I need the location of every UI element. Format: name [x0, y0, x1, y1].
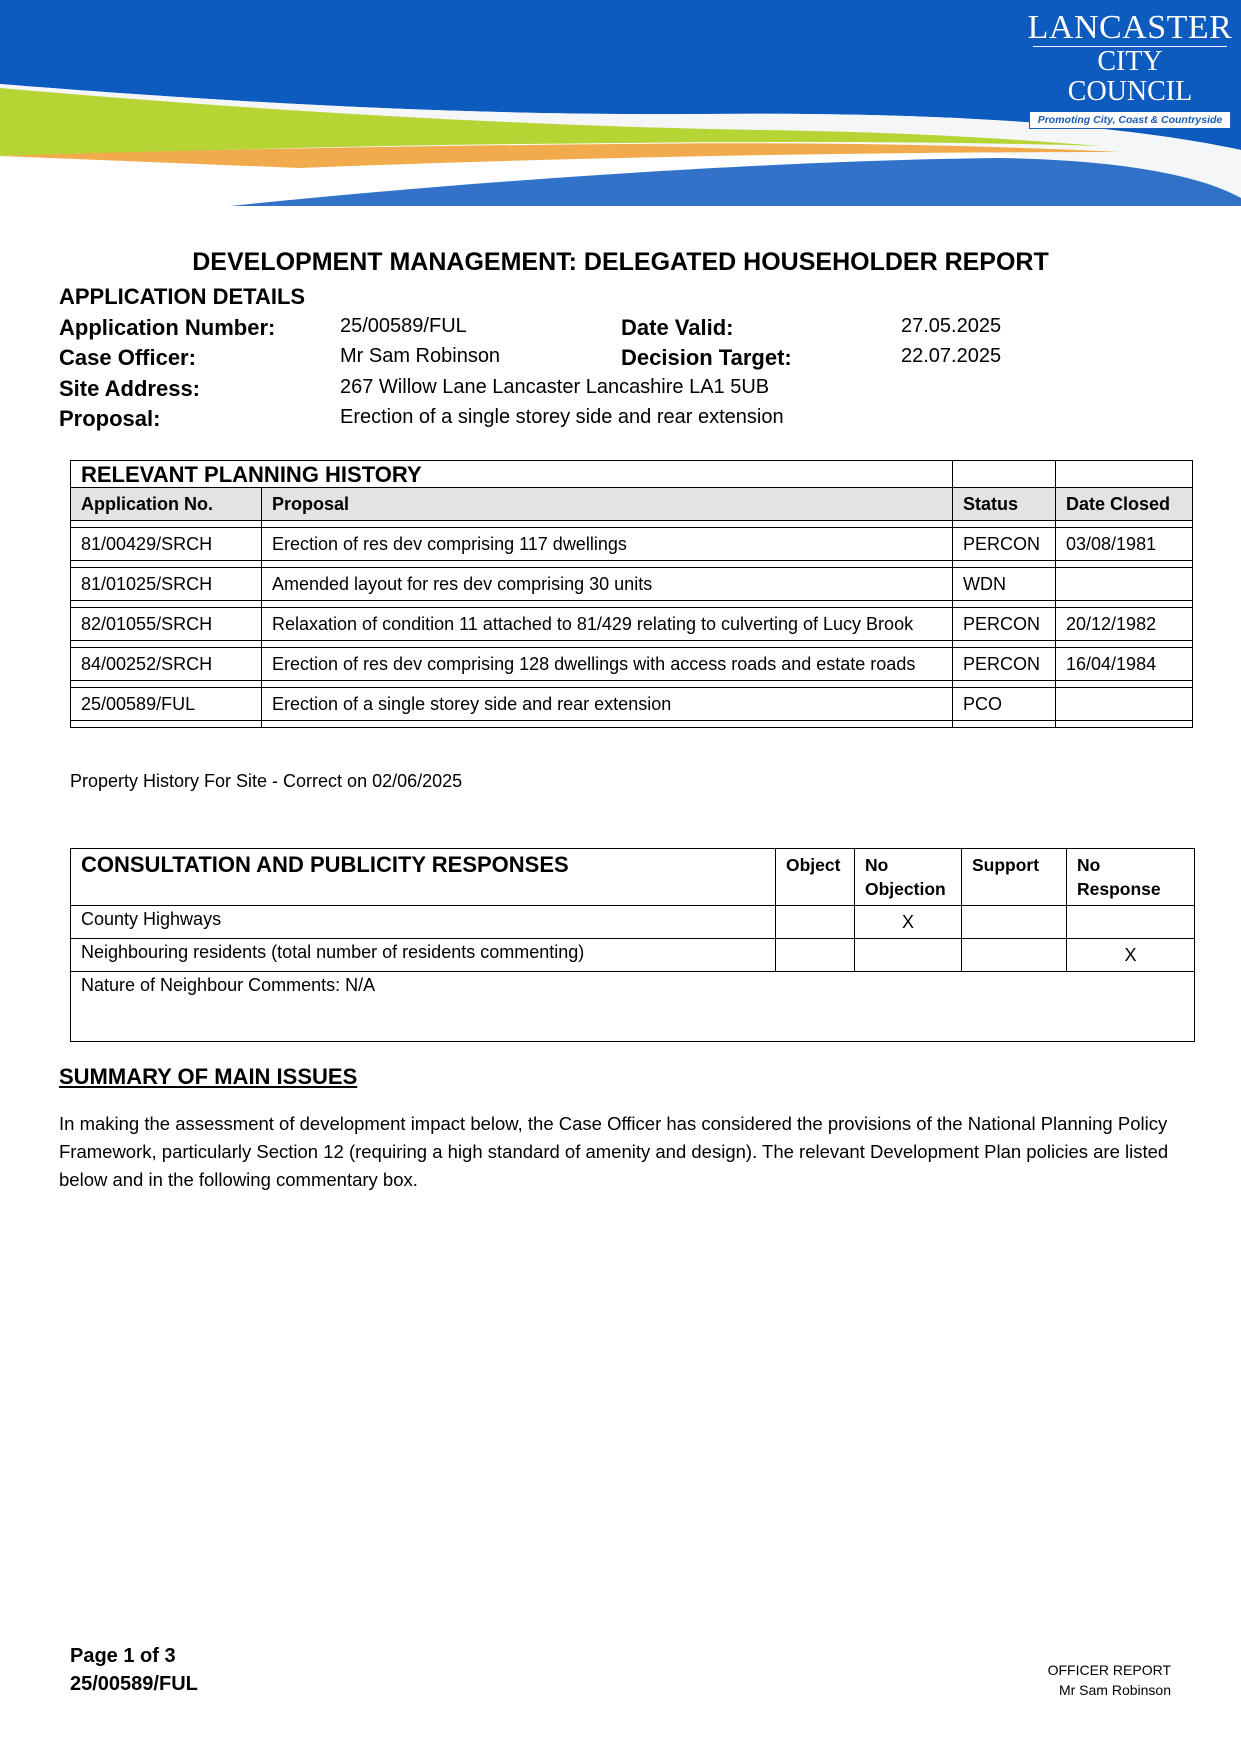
history-status: PERCON	[953, 528, 1056, 561]
consultee-name: County Highways	[71, 906, 776, 939]
case-officer-label: Case Officer:	[59, 345, 196, 370]
consultation-table	[70, 848, 1195, 1042]
date-valid-label: Date Valid:	[621, 315, 734, 340]
history-date: 16/04/1984	[1056, 648, 1193, 681]
history-status: WDN	[953, 568, 1056, 601]
summary-heading: SUMMARY OF MAIN ISSUES	[59, 1064, 358, 1089]
column-header: Date Closed	[1056, 488, 1193, 521]
table-row	[71, 608, 1193, 641]
footer-right	[1048, 1660, 1171, 1700]
no-response-cell: X	[1067, 939, 1195, 972]
officer-name: Mr Sam Robinson	[1058, 1682, 1171, 1698]
logo-line2: CITY COUNCIL	[1033, 46, 1227, 107]
table-row	[71, 939, 1195, 972]
date-valid-value: 27.05.2025	[901, 315, 1002, 337]
table-row	[71, 528, 1193, 561]
object-cell	[776, 939, 855, 972]
history-app-no: 82/01055/SRCH	[71, 608, 262, 641]
consultation-heading: CONSULTATION AND PUBLICITY RESPONSES	[71, 849, 776, 906]
history-proposal: Amended layout for res dev comprising 30 units	[262, 568, 953, 601]
planning-history-heading: RELEVANT PLANNING HISTORY	[71, 461, 953, 488]
report-title: DEVELOPMENT MANAGEMENT: DELEGATED HOUSEHOLDER REPORT	[192, 248, 1049, 276]
no-objection-cell: X	[855, 906, 962, 939]
table-row	[71, 688, 1193, 721]
consultee-name: Neighbouring residents (total number of residents commenting)	[71, 939, 776, 972]
no-objection-cell	[855, 939, 962, 972]
application-details-heading: APPLICATION DETAILS	[59, 284, 306, 309]
decision-target-label: Decision Target:	[621, 345, 792, 370]
history-app-no: 84/00252/SRCH	[71, 648, 262, 681]
column-header: No Objection	[855, 849, 962, 906]
history-status: PERCON	[953, 648, 1056, 681]
officer-report-label: OFFICER REPORT	[1047, 1662, 1171, 1678]
application-number-label: Application Number:	[59, 315, 276, 340]
column-header: Object	[776, 849, 855, 906]
history-proposal: Erection of a single storey side and rear extension	[262, 688, 953, 721]
site-address-label: Site Address:	[59, 376, 201, 401]
footer-left	[70, 1642, 198, 1698]
column-header: Proposal	[262, 488, 953, 521]
history-caption: Property History For Site - Correct on 02/06/2025	[70, 771, 463, 791]
neighbour-comments: Nature of Neighbour Comments: N/A	[71, 972, 1195, 1042]
proposal-label: Proposal:	[59, 406, 161, 431]
logo-tagline: Promoting City, Coast & Countryside	[1029, 111, 1231, 129]
history-proposal: Erection of res dev comprising 128 dwellings with access roads and estate roads	[262, 648, 953, 681]
application-number-value: 25/00589/FUL	[340, 315, 467, 337]
table-row	[71, 906, 1195, 939]
history-date	[1056, 688, 1193, 721]
decision-target-value: 22.07.2025	[901, 345, 1002, 367]
planning-history-table	[70, 460, 1193, 728]
support-cell	[962, 906, 1067, 939]
site-address-value: 267 Willow Lane Lancaster Lancashire LA1 5UB	[340, 376, 770, 398]
proposal-value: Erection of a single storey side and rear extension	[340, 406, 784, 428]
column-header: Support	[962, 849, 1067, 906]
summary-text: In making the assessment of development impact below, the Case Officer has considered the provisions of the National Planning Policy Framework, particularly Section 12 (requiring a high standard of amenity and design). The relevant Development Plan policies are listed below and in the following commentary box.	[59, 1113, 1169, 1190]
column-header: No Response	[1067, 849, 1195, 906]
footer-reference: 25/00589/FUL	[70, 1673, 198, 1695]
logo-line1: LANCASTER	[1027, 9, 1233, 46]
table-row	[71, 568, 1193, 601]
history-date: 03/08/1981	[1056, 528, 1193, 561]
history-proposal: Relaxation of condition 11 attached to 81/429 relating to culverting of Lucy Brook	[262, 608, 953, 641]
history-status: PERCON	[953, 608, 1056, 641]
history-status: PCO	[953, 688, 1056, 721]
no-response-cell	[1067, 906, 1195, 939]
column-header: Application No.	[71, 488, 262, 521]
history-date	[1056, 568, 1193, 601]
page-number: Page 1 of 3	[70, 1645, 176, 1667]
history-app-no: 25/00589/FUL	[71, 688, 262, 721]
council-logo	[1025, 10, 1235, 129]
history-proposal: Erection of res dev comprising 117 dwellings	[262, 528, 953, 561]
column-header: Status	[953, 488, 1056, 521]
support-cell	[962, 939, 1067, 972]
object-cell	[776, 906, 855, 939]
history-app-no: 81/01025/SRCH	[71, 568, 262, 601]
table-header-row	[71, 488, 1193, 521]
case-officer-value: Mr Sam Robinson	[340, 345, 501, 367]
table-row	[71, 648, 1193, 681]
history-app-no: 81/00429/SRCH	[71, 528, 262, 561]
history-date: 20/12/1982	[1056, 608, 1193, 641]
